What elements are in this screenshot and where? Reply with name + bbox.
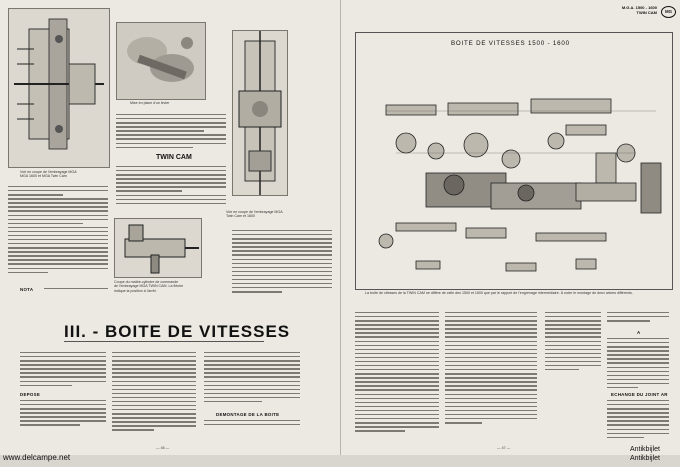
section-title: III. - BOITE DE VITESSES <box>64 322 291 341</box>
lever-photo-figure <box>116 22 206 100</box>
twin-cam-text-block <box>116 166 226 207</box>
depose-heading: DEPOSE <box>20 392 41 397</box>
gearbox-vertical-section-figure <box>232 30 288 196</box>
section-a-label: A <box>637 330 641 335</box>
twin-cam-heading: TWIN CAM <box>156 154 192 161</box>
section-underline <box>64 341 264 342</box>
echange-joint-heading: ECHANGE DU JOINT AR <box>611 392 668 397</box>
bottom-col3-text <box>204 352 300 405</box>
diagram-caption: La boîte de vitesses de la TWIN CAM ne diffère de celle des 1500 et 1600 que par le rapport de l'engrenage intermédiaire. À noter le montage de deux arbres différents. <box>365 291 633 295</box>
demontage-heading: DEMONTAGE DE LA BOITE <box>216 412 280 417</box>
fig4-caption: Coupe du maître-cylindre de commande de l'embrayage MGA TWIN CAM. La flèche indique la position à l'arrêt. <box>114 280 184 293</box>
right-page <box>340 0 680 455</box>
bottom-col1-text <box>20 352 106 389</box>
depose-text <box>20 400 106 429</box>
clutch-section-figure <box>8 8 110 168</box>
echange-text <box>607 400 669 441</box>
fig3-caption: Voir en coupe de l'embrayage MGA Twin Cam et 1600 <box>226 210 283 219</box>
right-col4-text <box>607 338 669 391</box>
running-header <box>601 6 657 15</box>
demontage-text <box>204 420 300 428</box>
header-line1: M.G.A. 1500 - 1600 <box>621 5 657 10</box>
right-col2-text <box>445 312 537 426</box>
right-col1-text <box>355 312 439 434</box>
watermark-left: www.delcampe.net <box>3 453 71 462</box>
right-folio: — 47 — <box>497 446 511 450</box>
clutch-text-block <box>116 114 226 151</box>
exploded-gearbox-diagram <box>355 32 673 290</box>
right-col4-top-text <box>607 312 669 324</box>
fig2-caption: Mise en place d'un levier <box>130 101 170 105</box>
nota-label: NOTA <box>20 287 34 292</box>
header-line2: TWIN CAM <box>636 9 657 15</box>
right-col3-text <box>545 312 601 373</box>
right-column-text <box>232 230 332 295</box>
diagram-title: BOITE DE VITESSES 1500 - 1600 <box>451 40 570 47</box>
watermark-right-top: Antikbijlet <box>630 446 660 453</box>
bottom-col2-text <box>112 352 196 434</box>
left-text-block <box>8 186 108 276</box>
nota-text <box>44 288 108 292</box>
left-folio: — 46 — <box>156 446 170 450</box>
master-cylinder-figure <box>114 218 202 278</box>
left-page <box>0 0 340 455</box>
watermark-right-bottom: Antikbijlet <box>630 455 660 462</box>
fig1-caption: Voir en coupe de l'embrayage MGA MGA 1600 et MGA Twin Cam <box>20 170 77 179</box>
mg-logo: MG <box>661 6 676 18</box>
